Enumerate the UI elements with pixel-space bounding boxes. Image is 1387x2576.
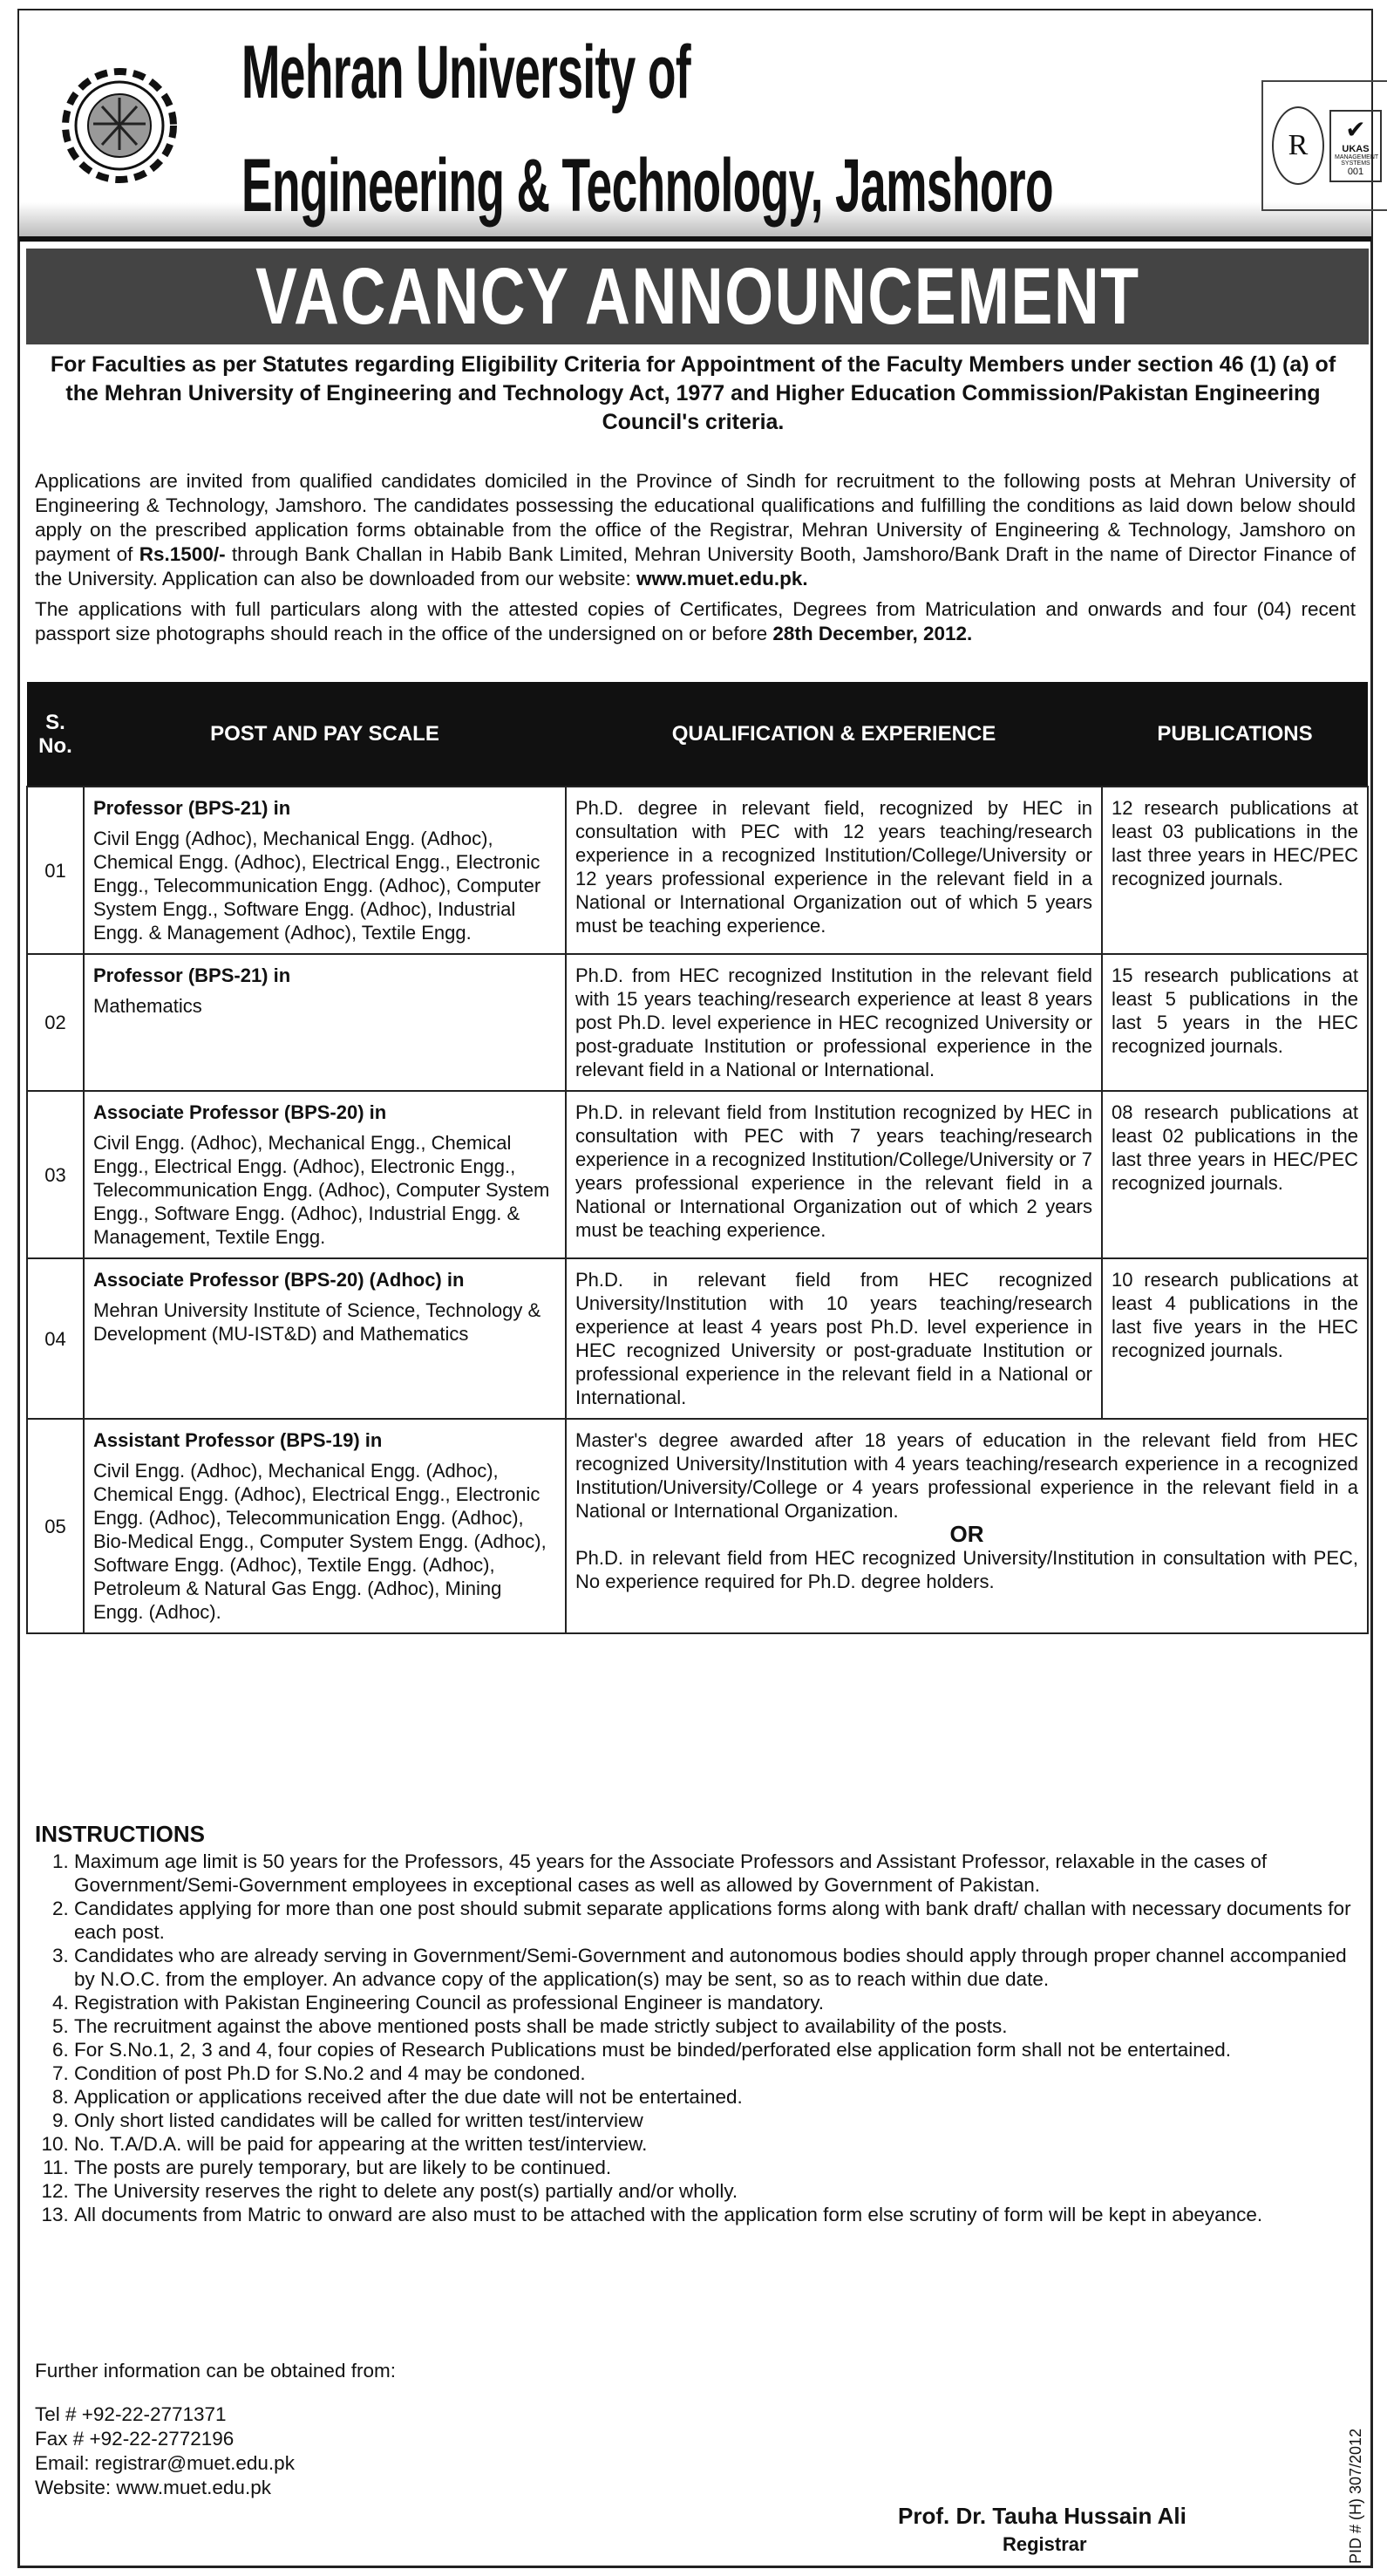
serial-number: 02 xyxy=(27,954,84,1091)
table-row xyxy=(27,1419,1368,1633)
university-name xyxy=(241,32,1053,226)
instructions-list xyxy=(35,1850,1356,2226)
post-fields: Civil Engg. (Adhoc), Mechanical Engg. (Adhoc), Chemical Engg. (Adhoc), Electrical Engg., Electronic Engg. (Adhoc), Telecommunication Engg. (Adhoc), Bio-Medical Engg., Computer System Engg. (Adhoc), Software Engg. (Adhoc), Textile Engg. (Adhoc), Petroleum & Natural Gas Engg. (Adhoc), Mining Engg. (Adhoc). xyxy=(93,1460,547,1623)
post-fields: Mehran University Institute of Science, Technology & Development (MU-IST&D) and Mathematics xyxy=(93,1299,541,1345)
qualification-cell: Ph.D. from HEC recognized Institution in the relevant field with 15 years teaching/research experience at least 8 years post Ph.D. level experience in HEC recognized University or post-graduate Institution or professional experience in the relevant field in a National or International. xyxy=(566,954,1102,1091)
table-row xyxy=(27,787,1368,954)
post-cell xyxy=(84,1258,566,1419)
post-cell xyxy=(84,1419,566,1633)
instruction-item: 6. For S.No.1, 2, 3 and 4, four copies of Research Publications must be binded/perforated else application form shall not be entertained. xyxy=(74,2038,1356,2061)
contact-fax: Fax # +92-22-2772196 xyxy=(35,2428,235,2450)
col-qualification: QUALIFICATION & EXPERIENCE xyxy=(566,682,1102,787)
instruction-item: 1. Maximum age limit is 50 years for the Professors, 45 years for the Associate Professors and Assistant Professor, relaxable in the cases of Government/Semi-Government employees in exceptional cases as well as allowed by Government of Pakistan. xyxy=(74,1850,1356,1897)
website-link[interactable]: www.muet.edu.pk. xyxy=(636,568,808,589)
publications-cell: 12 research publications at least 03 publications in the last three years in HEC/PEC recognized journals. xyxy=(1102,787,1368,954)
qualification-cell: Ph.D. degree in relevant field, recognized by HEC in consultation with PEC with 12 years teaching/research experience in a recognized Institution/College/University or 12 years professional experience in the relevant field in a National or International Organization out of which 5 years must be teaching experience. xyxy=(566,787,1102,954)
qualification-cell: Master's degree awarded after 18 years of education in the relevant field from HEC recognized University/Institution with 4 years teaching/research experience in a recognized Institution/University/College or 4 years professional experience in the relevant field in a National or International Organization. OR Ph.D. in relevant field from HEC recognized University/Institution in consultation with PEC, No experience required for Ph.D. degree holders. xyxy=(566,1419,1368,1633)
deadline: 28th December, 2012. xyxy=(772,623,973,644)
post-title: Assistant Professor (BPS-19) in xyxy=(93,1429,383,1451)
qualification-cell: Ph.D. in relevant field from HEC recognized University/Institution with 10 years teaching/research experience at least 4 years post Ph.D. level experience in HEC recognized University or post-graduate Institution or professional experience in the relevant field in a National or International. xyxy=(566,1258,1102,1419)
instruction-item: 7. Condition of post Ph.D for S.No.2 and 4 may be condoned. xyxy=(74,2061,1356,2085)
serial-number: 01 xyxy=(27,787,84,954)
post-cell xyxy=(84,1091,566,1258)
certification-badges xyxy=(1261,80,1387,211)
banner-text: VACANCY ANNOUNCEMENT xyxy=(255,252,1140,341)
contact-website[interactable]: Website: www.muet.edu.pk xyxy=(35,2477,271,2498)
ukas-label: UKAS xyxy=(1342,143,1370,154)
masthead xyxy=(19,10,1379,242)
table-row xyxy=(27,954,1368,1091)
post-title: Professor (BPS-21) in xyxy=(93,797,291,819)
post-title: Professor (BPS-21) in xyxy=(93,964,291,986)
ukas-sub: MANAGEMENT SYSTEMS xyxy=(1335,153,1379,167)
post-fields: Mathematics xyxy=(93,995,202,1017)
subheading: For Faculties as per Statutes regarding Eligibility Criteria for Appointment of the Faculty Members under section 46 (1) (a) of the Mehran University of Engineering and Technology Act, 1977 and Higher Education Commission/Pakistan Engineering Council's criteria. xyxy=(50,352,1336,434)
instruction-item: 9. Only short listed candidates will be called for written test/interview xyxy=(74,2109,1356,2132)
qualification-cell: Ph.D. in relevant field from Institution recognized by HEC in consultation with PEC with 7 years teaching/research experience in a recognized Institution/College/University or 7 years professional experience in the relevant field in a National or International Organization out of which 2 years must be teaching experience. xyxy=(566,1091,1102,1258)
table-header xyxy=(27,682,1368,787)
vacancy-banner xyxy=(26,249,1369,344)
contact-intro: Further information can be obtained from: xyxy=(35,2360,396,2382)
title-line-1: Mehran University of xyxy=(241,31,690,114)
post-cell xyxy=(84,954,566,1091)
post-title: Associate Professor (BPS-20) (Adhoc) in xyxy=(93,1269,465,1291)
instructions-title: INSTRUCTIONS xyxy=(35,1821,205,1847)
deadline-paragraph: The applications with full particulars along with the attested copies of Certificates, Degrees from Matriculation and onwards and four (04) recent passport size photographs should reach in the office of the undersigned on or before 28th December, 2012. xyxy=(35,598,1356,644)
intro-paragraph: Applications are invited from qualified candidates domiciled in the Province of Sindh for recruitment to the following posts at Mehran University of Engineering & Technology, Jamshoro. The candidates possessing the educational qualifications and fulfilling the conditions as laid down below should apply on the prescribed application forms obtainable from the office of the Registrar, Mehran University of Engineering & Technology, Jamshoro on payment of Rs.1500/- through Bank Challan in Habib Bank Limited, Mehran University Booth, Jamshoro/Bank Draft in the name of Director Finance of the University. Application can also be downloaded from our website: www.muet.edu.pk. xyxy=(35,470,1356,589)
ukas-number: 001 xyxy=(1347,166,1364,177)
serial-number: 03 xyxy=(27,1091,84,1258)
vacancy-table xyxy=(26,682,1369,1634)
quality-registered-icon: R xyxy=(1272,106,1324,185)
instruction-item: 10. No. T.A/D.A. will be paid for appearing at the written test/interview. xyxy=(74,2132,1356,2156)
fee: Rs.1500/- xyxy=(139,543,226,565)
instruction-item: 5. The recruitment against the above mentioned posts shall be made strictly subject to availability of the posts. xyxy=(74,2014,1356,2038)
signatory-title: Registrar xyxy=(1003,2533,1087,2555)
post-cell xyxy=(84,787,566,954)
instruction-item: 12. The University reserves the right to delete any post(s) partially and/or wholly. xyxy=(74,2179,1356,2203)
instruction-item: 3. Candidates who are already serving in Government/Semi-Government and autonomous bodies should apply through proper channel accompanied by N.O.C. from the employer. An advance copy of the application(s) may be sent, so as to reach within due date. xyxy=(74,1944,1356,1991)
contact-info xyxy=(35,2359,396,2500)
instruction-item: 2. Candidates applying for more than one post should submit separate applications forms along with bank draft/ challan with necessary documents for each post. xyxy=(74,1897,1356,1944)
col-sno: S. No. xyxy=(27,682,84,787)
contact-email[interactable]: Email: registrar@muet.edu.pk xyxy=(35,2452,295,2474)
table-row xyxy=(27,1258,1368,1419)
instruction-item: 8. Application or applications received after the due date will not be entertained. xyxy=(74,2085,1356,2109)
signatory-name: Prof. Dr. Tauha Hussain Ali xyxy=(898,2503,1186,2529)
publications-cell: 08 research publications at least 02 publications in the last three years in HEC/PEC recognized journals. xyxy=(1102,1091,1368,1258)
publications-cell: 15 research publications at least 5 publications in the last 5 years in the HEC recognized journals. xyxy=(1102,954,1368,1091)
serial-number: 05 xyxy=(27,1419,84,1633)
instruction-item: 13. All documents from Matric to onward are also must to be attached with the application form else scrutiny of form will be kept in abeyance. xyxy=(74,2203,1356,2226)
title-line-2: Engineering & Technology, Jamshoro xyxy=(241,144,1053,228)
ukas-badge xyxy=(1329,110,1382,182)
instruction-item: 11. The posts are purely temporary, but are likely to be continued. xyxy=(74,2156,1356,2179)
col-post: POST AND PAY SCALE xyxy=(84,682,566,787)
pid-number: PID # (H) 307/2012 xyxy=(1347,2428,1364,2564)
crown-check-icon: ✔ xyxy=(1345,115,1366,143)
col-publications: PUBLICATIONS xyxy=(1102,682,1368,787)
table-row xyxy=(27,1091,1368,1258)
instructions xyxy=(35,1823,1356,2226)
contact-tel: Tel # +92-22-2771371 xyxy=(35,2403,227,2425)
post-fields: Civil Engg. (Adhoc), Mechanical Engg., Chemical Engg., Electrical Engg. (Adhoc), Electronic Engg., Telecommunication Engg. (Adhoc), Computer System Engg., Software Engg. (Adhoc), Industrial Engg. & Management, Textile Engg. xyxy=(93,1132,550,1248)
instruction-item: 4. Registration with Pakistan Engineering Council as professional Engineer is mandatory. xyxy=(74,1991,1356,2014)
or-separator: OR xyxy=(949,1521,984,1547)
post-title: Associate Professor (BPS-20) in xyxy=(93,1101,387,1123)
publications-cell: 10 research publications at least 4 publications in the last five years in the HEC recognized journals. xyxy=(1102,1258,1368,1419)
post-fields: Civil Engg (Adhoc), Mechanical Engg. (Adhoc), Chemical Engg. (Adhoc), Electrical Engg., Electronic Engg., Telecommunication Engg. (Adhoc), Computer System Engg., Software Engg. (Adhoc), Industrial Engg. & Management (Adhoc), Textile Engg. xyxy=(93,828,541,944)
serial-number: 04 xyxy=(27,1258,84,1419)
university-logo-icon xyxy=(58,37,180,215)
